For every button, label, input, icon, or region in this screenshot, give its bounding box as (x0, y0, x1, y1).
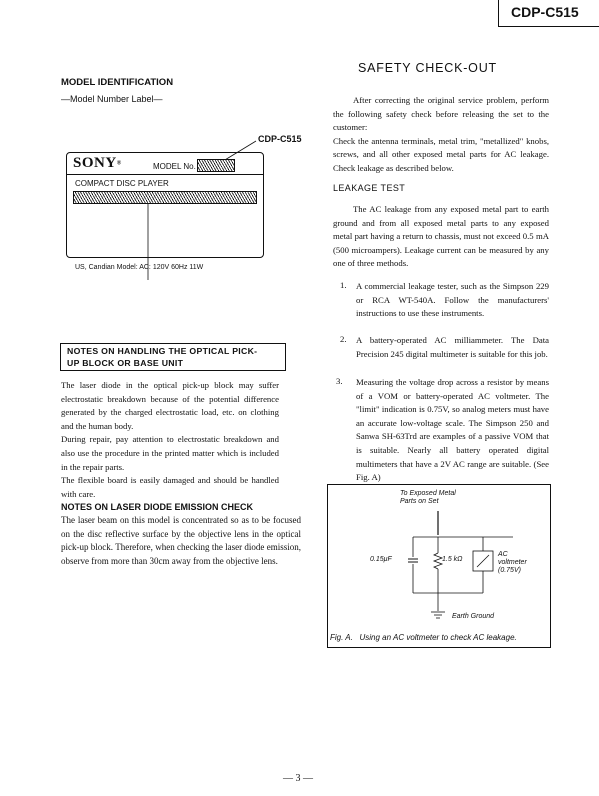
laser-notes-title: NOTES ON LASER DIODE EMISSION CHECK (61, 502, 254, 512)
figure-caption: Fig. A. Using an AC voltmeter to check AC leakage. (330, 633, 517, 642)
label-product: COMPACT DISC PLAYER (75, 179, 169, 188)
model-identification-title: MODEL IDENTIFICATION (61, 77, 174, 88)
leakage-circuit-diagram (328, 485, 550, 647)
item-3-number: 3. (336, 376, 343, 386)
safety-body (333, 94, 549, 176)
optical-notes-body (61, 379, 279, 501)
model-identification-subtitle: —Model Number Label— (61, 94, 163, 104)
figure-top-label-1: To Exposed Metal (400, 490, 456, 497)
voltmeter-label-3: (0.75V) (498, 567, 521, 574)
optical-notes-p2: During repair, pay attention to electrostatic breakdown and also use the procedure in the printed matter which is included in the repair parts. (61, 434, 279, 472)
item-1-number: 1. (340, 280, 347, 290)
label-model-no-hatch (197, 159, 235, 172)
label-model-no: MODEL No. (153, 162, 196, 171)
label-callout: CDP-C515 (258, 134, 302, 144)
sony-logo: SONY® (73, 155, 122, 171)
item-2-text: A battery-operated AC milliammeter. The Data Precision 245 digital multimeter is suitable for this job. (356, 335, 549, 359)
resistor-symbol (434, 553, 442, 569)
header-model: CDP-C515 (511, 4, 579, 20)
voltmeter-label-2: voltmeter (498, 559, 527, 566)
spec-line: US, Candian Model: AC: 120V 60Hz 11W (75, 264, 204, 271)
optical-notes-title-line2: UP BLOCK OR BASE UNIT (67, 358, 184, 368)
resistor-label: 1.5 kΩ (442, 556, 463, 563)
leakage-title: LEAKAGE TEST (333, 183, 406, 193)
optical-notes-p1: The laser diode in the optical pick-up block may suffer electrostatic breakdown because of the potential difference generated by the charged electrostatic load, etc. on clothing and the human body. (61, 380, 279, 431)
safety-title: SAFETY CHECK-OUT (358, 61, 497, 75)
page-number: — 3 — (283, 773, 313, 784)
laser-notes-body: The laser beam on this model is concentrated so as to be focused on the disc reflective surface by the objective lens in the optical pick-up block. Therefore, when checking the laser diode emission, observe from more than 30cm away from the objective lens. (61, 515, 301, 566)
safety-p1: After correcting the original service problem, perform the following safety check before releasing the set to the customer: (333, 95, 549, 133)
item-1-text: A commercial leakage tester, such as the Simpson 229 or RCA WT-540A. Follow the manufacturers' instructions to use these instruments. (356, 281, 549, 319)
item-3-text: Measuring the voltage drop across a resistor by means of a VOM or battery-operated AC voltmeter. The "limit" indication is 0.75V, so analog meters must have an accurate low-voltage scale. The Simpson 250 and Sanwa SH-63Trd are examples of a passive VOM that is suitable. Nearly all battery operated digital multimeters that have a 2V AC range are suitable. (See Fig. A) (356, 377, 549, 483)
optical-notes-title-box (60, 343, 286, 371)
optical-notes-title-line1: NOTES ON HANDLING THE OPTICAL PICK- (67, 346, 258, 356)
optical-notes-p3: The flexible board is easily damaged and should be handled with care. (61, 475, 279, 499)
ground-label: Earth Ground (452, 613, 495, 620)
safety-p2: Check the antenna terminals, metal trim, "metallized" knobs, screws, and all other exposed metal parts for AC leakage. Check leakage as described below. (333, 135, 549, 173)
item-2-number: 2. (340, 334, 347, 344)
label-divider (67, 174, 263, 175)
figure-top-label-2: Parts on Set (400, 498, 439, 505)
label-serial-hatch (73, 191, 257, 204)
leakage-body: The AC leakage from any exposed metal part to earth ground and from all exposed metal parts to any exposed metal part having a return to chassis, must not exceed 0.5 mA (500 microampers). Leakage current can be measured by any one of three methods. (333, 204, 549, 269)
model-number-label (66, 152, 264, 258)
figure-a (327, 484, 551, 648)
capacitor-label: 0.15μF (370, 556, 392, 563)
voltmeter-label-1: AC (498, 551, 508, 558)
